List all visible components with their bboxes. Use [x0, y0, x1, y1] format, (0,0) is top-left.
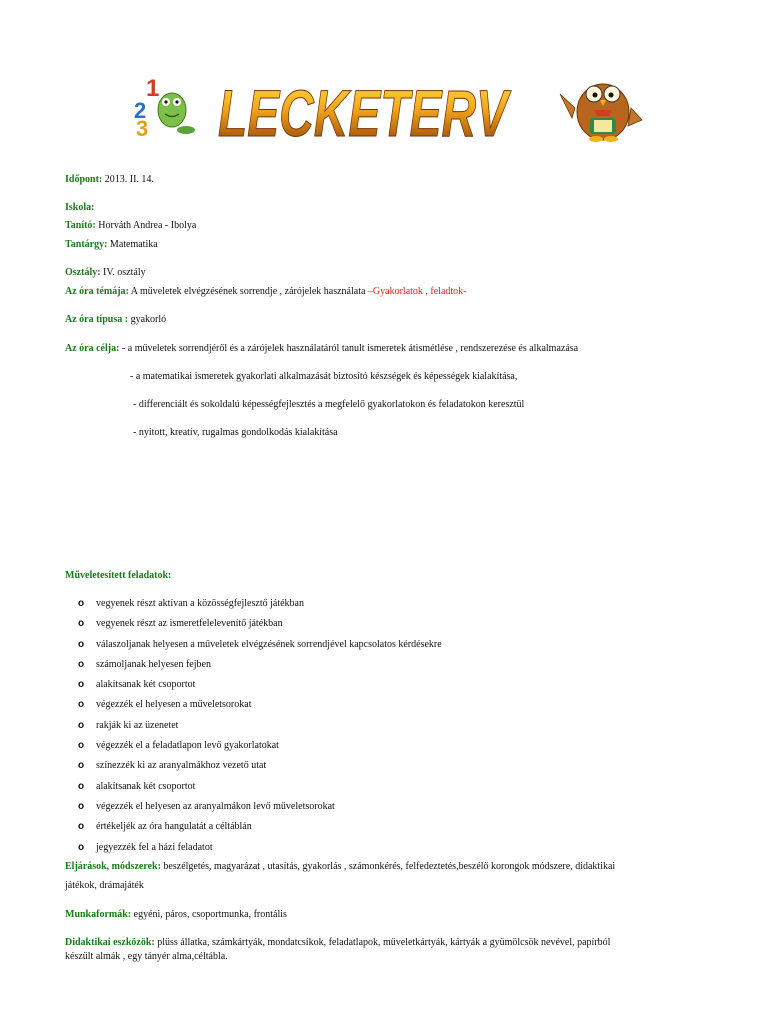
list-item: o vegyenek részt aktívan a közösségfejlesztő játékban: [78, 597, 442, 617]
teacher-line: [65, 219, 196, 232]
topic-highlight: –Gyakorlatok , feladtok-: [367, 286, 467, 297]
list-item: o jegyezzék fel a házi feladatot: [78, 841, 442, 861]
methods-label: Eljárások, módszerek:: [65, 861, 161, 872]
school-line: [65, 201, 94, 214]
methods-value: beszélgetés, magyarázat , utasítás, gyakorlás , számonkérés, felfedeztetés,beszélő korongok módszere, didaktikai: [160, 861, 616, 872]
tools-line: [65, 936, 610, 949]
topic-line: [65, 285, 467, 298]
lesson-type-label: Az óra típusa :: [65, 314, 129, 325]
school-label: Iskola:: [65, 202, 95, 213]
owl-mascot-icon: [560, 84, 642, 142]
date-line: [65, 173, 154, 186]
list-item: o végezzék el helyesen a műveletsorokat: [78, 698, 442, 718]
tasks-list: [78, 597, 442, 861]
class-value: IV. osztály: [100, 267, 146, 278]
class-label: Osztály:: [65, 267, 101, 278]
list-item: o végezzék el helyesen az aranyalmákon levő műveletsorokat: [78, 800, 442, 820]
goal-label: Az óra célja:: [65, 343, 120, 354]
teacher-value: Horváth Andrea - Ibolya: [95, 220, 197, 231]
logo-digit-1: 1: [146, 75, 160, 102]
goal-item-3: - differenciált és sokoldalú képességfejlesztés a megfelelő gyakorlatokon és feladatokon keresztül: [133, 399, 525, 410]
page-title: LECKETERV: [218, 76, 512, 150]
date-label: Időpont:: [65, 174, 103, 185]
topic-label: Az óra témája:: [65, 286, 129, 297]
list-item: o színezzék ki az aranyalmákhoz vezető utat: [78, 759, 442, 779]
logo-digit-3: 3: [136, 116, 149, 141]
header-banner: [0, 60, 768, 150]
goal-item-1: - a műveletek sorrendjéről és a zárójelek használatáról tanult ismeretek átismétlése , rendszerezése és alkalmazása: [119, 343, 579, 354]
date-value: 2013. II. 14.: [102, 174, 154, 185]
work-forms-label: Munkaformák:: [65, 909, 132, 920]
subject-label: Tantárgy:: [65, 239, 108, 250]
goal-line-1: [65, 342, 578, 355]
tasks-heading: Műveletesített feladatok:: [65, 570, 172, 581]
list-item: o alakítsanak két csoportot: [78, 780, 442, 800]
tools-label: Didaktikai eszközök:: [65, 937, 155, 948]
tools-value-cont: készült almák , egy tányér alma,céltábla.: [65, 951, 228, 962]
teacher-label: Tanító:: [65, 220, 96, 231]
list-item: o vegyenek részt az ismeretfelelevenítő játékban: [78, 617, 442, 637]
methods-value-cont: játékok, drámajáték: [65, 880, 144, 891]
list-item: o rakják ki az üzenetet: [78, 719, 442, 739]
goal-item-2: - a matematikai ismeretek gyakorlati alkalmazását biztosító készségek és képességek kialakítása,: [130, 371, 518, 382]
topic-value: A műveletek elvégzésének sorrendje , zárójelek használata: [128, 286, 368, 297]
logo-digit-2: 2: [134, 98, 147, 123]
class-line: [65, 266, 146, 279]
lesson-type-value: gyakorló: [128, 314, 167, 325]
numbers-logo-icon: [134, 75, 195, 141]
subject-value: Matematika: [107, 239, 158, 250]
subject-line: [65, 238, 158, 251]
tools-value: plüss állatka, számkártyák, mondatcsíkok, feladatlapok, műveletkártyák, kártyák a gyümölcsök nevével, papírból: [154, 937, 611, 948]
work-forms-line: [65, 908, 287, 921]
list-item: o értékeljék az óra hangulatát a céltáblán: [78, 820, 442, 840]
list-item: o végezzék el a feladatlapon levő gyakorlatokat: [78, 739, 442, 759]
list-item: o válaszoljanak helyesen a műveletek elvégzésének sorrendjével kapcsolatos kérdésekre: [78, 638, 442, 658]
list-item: o alakítsanak két csoportot: [78, 678, 442, 698]
list-item: o számoljanak helyesen fejben: [78, 658, 442, 678]
work-forms-value: egyéni, páros, csoportmunka, frontális: [131, 909, 287, 920]
methods-line: [65, 860, 615, 873]
lesson-type-line: [65, 313, 166, 326]
goal-item-4: - nyitott, kreatív, rugalmas gondolkodás kialakítása: [133, 427, 338, 438]
